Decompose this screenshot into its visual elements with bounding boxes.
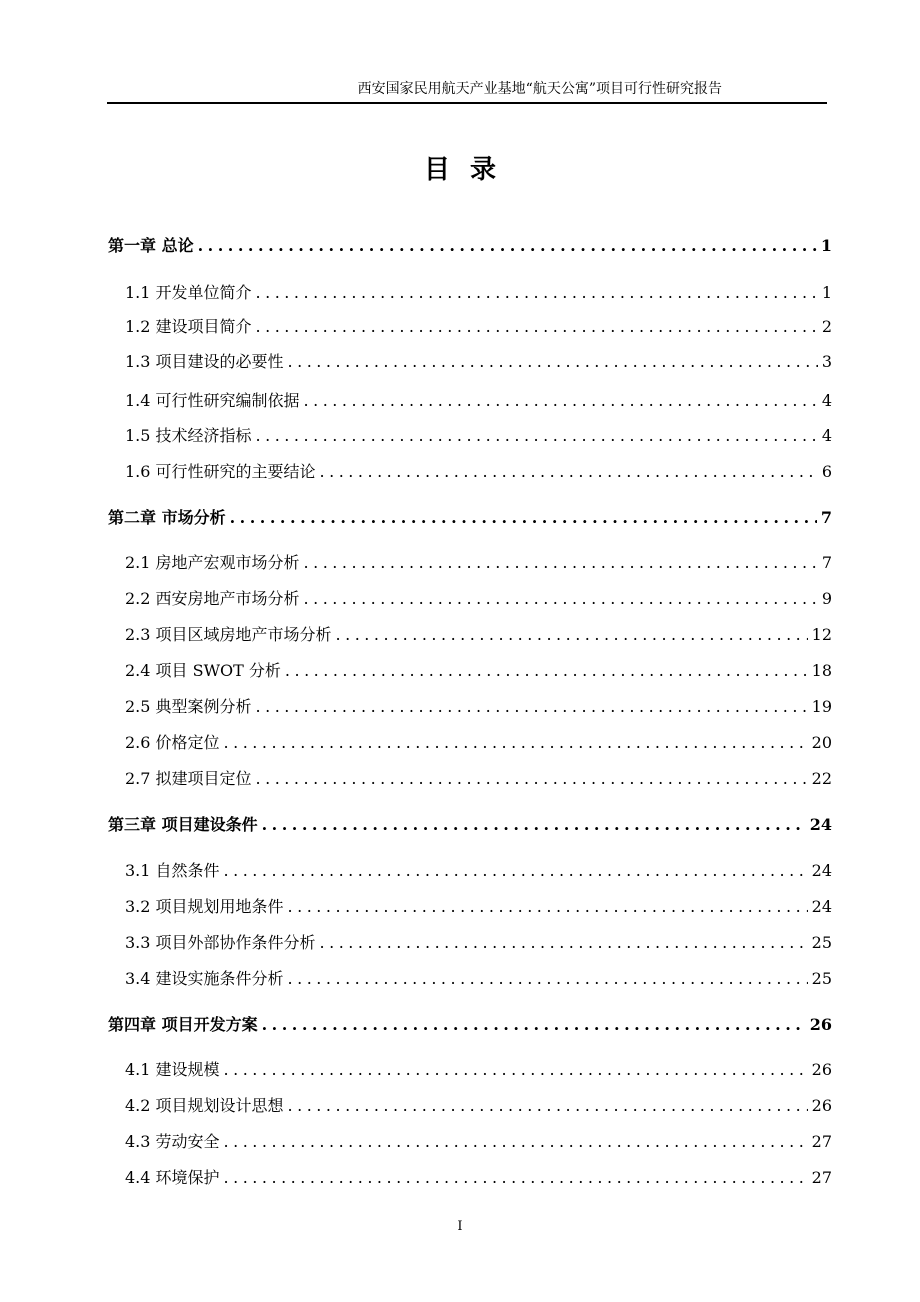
toc-section-entry[interactable] (125, 279, 832, 307)
toc-page-number: 7 (820, 508, 832, 527)
toc-dot-leader (320, 929, 808, 957)
toc-section-entry[interactable] (125, 1164, 832, 1192)
toc-entry-label: 2.1 房地产宏观市场分析 (125, 553, 300, 572)
toc-section-entry[interactable] (125, 458, 832, 486)
toc-dot-leader (285, 657, 808, 685)
toc-page-number: 20 (811, 733, 832, 752)
toc-page-number: 26 (811, 1096, 832, 1115)
toc-chapter-entry[interactable] (108, 811, 832, 839)
toc-entry-label: 2.6 价格定位 (125, 733, 220, 752)
toc-entry-label: 1.1 开发单位简介 (125, 283, 252, 302)
toc-entry-label: 1.2 建设项目简介 (125, 317, 252, 336)
toc-entry-label: 2.4 项目 SWOT 分析 (125, 661, 281, 680)
toc-section-entry[interactable] (125, 929, 832, 957)
toc-dot-leader (224, 857, 808, 885)
toc-section-entry[interactable] (125, 549, 832, 577)
toc-entry-label: 4.3 劳动安全 (125, 1132, 220, 1151)
toc-entry-label: 2.3 项目区域房地产市场分析 (125, 625, 332, 644)
toc-section-entry[interactable] (125, 348, 832, 376)
toc-entry-label: 第一章 总论 (108, 236, 194, 255)
toc-dot-leader (288, 965, 808, 993)
toc-entry-label: 第三章 项目建设条件 (108, 815, 258, 834)
toc-dot-leader (224, 1056, 808, 1084)
toc-dot-leader (336, 621, 808, 649)
toc-entry-label: 1.5 技术经济指标 (125, 426, 252, 445)
toc-page-number: 4 (821, 426, 832, 445)
toc-page-number: 12 (811, 625, 832, 644)
toc-section-entry[interactable] (125, 1056, 832, 1084)
toc-dot-leader (304, 549, 818, 577)
toc-dot-leader (304, 585, 818, 613)
toc-section-entry[interactable] (125, 1128, 832, 1156)
toc-dot-leader (256, 693, 808, 721)
toc-entry-label: 4.2 项目规划设计思想 (125, 1096, 284, 1115)
toc-entry-label: 4.1 建设规模 (125, 1060, 220, 1079)
toc-entry-label: 4.4 环境保护 (125, 1168, 220, 1187)
toc-section-entry[interactable] (125, 965, 832, 993)
page-footer-number: I (457, 1219, 463, 1234)
toc-page-number: 7 (821, 553, 832, 572)
toc-section-entry[interactable] (125, 857, 832, 885)
toc-page-number: 27 (811, 1132, 832, 1151)
toc-page-number: 26 (811, 1060, 832, 1079)
toc-page-number: 2 (821, 317, 832, 336)
toc-dot-leader (288, 1092, 808, 1120)
toc-section-entry[interactable] (125, 422, 832, 450)
toc-page-number: 25 (811, 969, 832, 988)
toc-entry-label: 第四章 项目开发方案 (108, 1015, 258, 1034)
toc-chapter-entry[interactable] (108, 504, 832, 532)
toc-page-number: 24 (809, 815, 832, 834)
toc-entry-label: 1.6 可行性研究的主要结论 (125, 462, 316, 481)
toc-page-number: 25 (811, 933, 832, 952)
toc-entry-label: 1.3 项目建设的必要性 (125, 352, 284, 371)
toc-page-number: 4 (821, 391, 832, 410)
toc-section-entry[interactable] (125, 387, 832, 415)
toc-page-number: 18 (811, 661, 832, 680)
toc-page-number: 3 (821, 352, 832, 371)
toc-page-number: 24 (811, 861, 832, 880)
toc-entry-label: 3.2 项目规划用地条件 (125, 897, 284, 916)
toc-section-entry[interactable] (125, 621, 832, 649)
toc-section-entry[interactable] (125, 585, 832, 613)
toc-entry-label: 3.3 项目外部协作条件分析 (125, 933, 316, 952)
toc-section-entry[interactable] (125, 1092, 832, 1120)
toc-page-number: 1 (821, 283, 832, 302)
toc-dot-leader (224, 1128, 808, 1156)
toc-page-number: 22 (811, 769, 832, 788)
toc-section-entry[interactable] (125, 657, 832, 685)
toc-page-number: 6 (821, 462, 832, 481)
toc-dot-leader (262, 811, 806, 839)
toc-entry-label: 1.4 可行性研究编制依据 (125, 391, 300, 410)
toc-dot-leader (230, 504, 817, 532)
toc-page-number: 19 (811, 697, 832, 716)
toc-section-entry[interactable] (125, 313, 832, 341)
toc-dot-leader (256, 279, 818, 307)
toc-chapter-entry[interactable] (108, 232, 832, 260)
toc-page-number: 9 (821, 589, 832, 608)
toc-dot-leader (304, 387, 818, 415)
toc-section-entry[interactable] (125, 893, 832, 921)
toc-entry-label: 3.1 自然条件 (125, 861, 220, 880)
toc-dot-leader (256, 422, 818, 450)
toc-section-entry[interactable] (125, 693, 832, 721)
toc-section-entry[interactable] (125, 765, 832, 793)
toc-dot-leader (320, 458, 818, 486)
toc-dot-leader (198, 232, 817, 260)
toc-page-number: 26 (809, 1015, 832, 1034)
toc-entry-label: 第二章 市场分析 (108, 508, 226, 527)
toc-dot-leader (224, 1164, 808, 1192)
toc-page-number: 24 (811, 897, 832, 916)
toc-dot-leader (288, 893, 808, 921)
toc-title: 目录 (423, 155, 516, 185)
toc-dot-leader (288, 348, 818, 376)
toc-chapter-entry[interactable] (108, 1011, 832, 1039)
toc-dot-leader (224, 729, 808, 757)
toc-entry-label: 3.4 建设实施条件分析 (125, 969, 284, 988)
toc-dot-leader (256, 313, 818, 341)
toc-entry-label: 2.2 西安房地产市场分析 (125, 589, 300, 608)
toc-entry-label: 2.5 典型案例分析 (125, 697, 252, 716)
toc-dot-leader (262, 1011, 806, 1039)
toc-section-entry[interactable] (125, 729, 832, 757)
toc-entry-label: 2.7 拟建项目定位 (125, 769, 252, 788)
header-text: 西安国家民用航天产业基地“航天公寓”项目可行性研究报告 (357, 81, 722, 97)
toc-page-number: 1 (820, 236, 832, 255)
toc-dot-leader (256, 765, 808, 793)
toc-page-number: 27 (811, 1168, 832, 1187)
